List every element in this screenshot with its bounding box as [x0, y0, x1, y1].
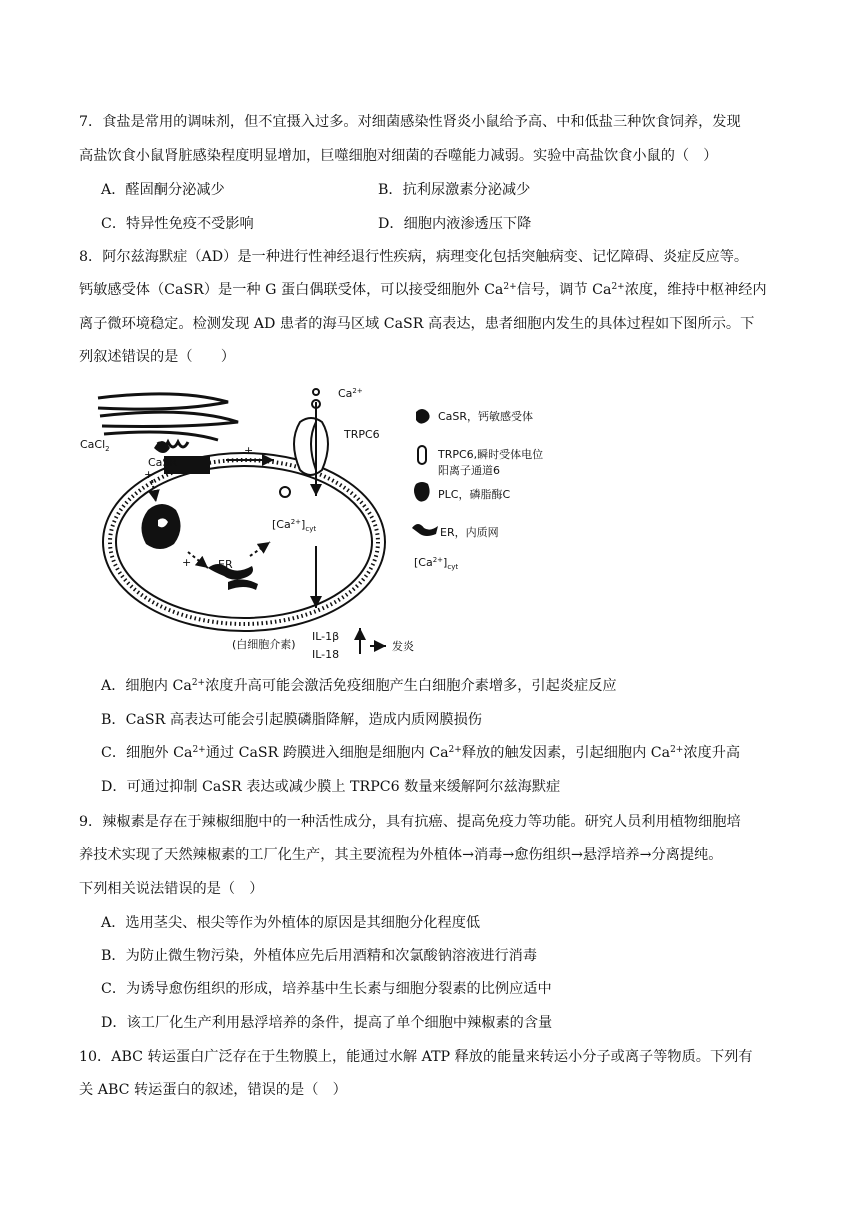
plc-enzyme: [141, 504, 180, 549]
q8-stem-line-2: 钙敏感受体（CaSR）是一种 G 蛋白偶联受体，可以接受细胞外 $Ca^{2+}$信号，调节 $Ca^{2+}$浓度，维持中枢神经内: [79, 282, 767, 298]
cell-pathway-diagram: [78, 382, 578, 664]
q10-stem-line-1: 10．ABC 转运蛋白广泛存在于生物膜上，能通过水解 ATP 释放的能量来转运小分子或离子等物质。下列有: [79, 1049, 753, 1065]
q8-option-d: D．可通过抑制 CaSR 表达或减少膜上 TRPC6 数量来缓解阿尔兹海默症: [101, 779, 561, 795]
q7-stem-line-1: 7．食盐是常用的调味剂，但不宜摄入过多。对细菌感染性肾炎小鼠给予高、中和低盐三种饮食饲养，发现: [79, 114, 741, 130]
q8-stem-line-3: 离子微环境稳定。检测发现 AD 患者的海马区域 CaSR 高表达，患者细胞内发生的具体过程如下图所示。下: [79, 316, 755, 332]
legend-ca-cyt-label: $[Ca^{2+}]_{cyt}$: [414, 556, 459, 571]
plus-sign-1: +: [244, 444, 254, 457]
q10-stem-line-2: 关 ABC 转运蛋白的叙述，错误的是（ ）: [79, 1082, 347, 1098]
legend-trpc6-label-2: 阳离子通道6: [438, 464, 500, 477]
small-vesicle: [280, 487, 290, 497]
q8-stem-line-1: 8．阿尔兹海默症（AD）是一种进行性神经退行性疾病，病理变化包括突触病变、记忆障碍、炎症反应等。: [79, 249, 749, 265]
label-ca-cyt: $[Ca^{2+}]_{cyt}$: [272, 518, 317, 533]
q9-stem-line-1: 9．辣椒素是存在于辣椒细胞中的一种活性成分，具有抗癌、提高免疫力等功能。研究人员利用植物细胞培: [79, 814, 741, 830]
legend: [412, 409, 543, 571]
q7-stem-line-2: 高盐饮食小鼠肾脏感染程度明显增加，巨噬细胞对细菌的吞噬能力减弱。实验中高盐饮食小鼠的（ ）: [79, 148, 718, 164]
legend-er-label: ER，内质网: [440, 526, 499, 539]
label-interleukin: (白细胞介素): [232, 638, 296, 651]
q9-option-a: A．选用茎尖、根尖等作为外植体的原因是其细胞分化程度低: [101, 915, 481, 931]
legend-casr-label: CaSR，钙敏感受体: [438, 410, 534, 423]
legend-casr-icon: [416, 409, 430, 424]
trpc6-channel: [294, 389, 328, 475]
q8-option-a: A．细胞内 $Ca^{2+}$浓度升高可能会激活免疫细胞产生白细胞介素增多，引起炎症反应: [101, 678, 617, 694]
q7-option-a: A．醛固酮分泌减少: [101, 182, 225, 198]
q7-option-b: B．抗利尿激素分泌减少: [378, 182, 531, 198]
label-ca-ion: $Ca^{2+}$: [338, 387, 363, 400]
label-casr: CaSR: [148, 456, 178, 469]
q8-option-c: C．细胞外 $Ca^{2+}$通过 CaSR 跨膜进入细胞是细胞内 $Ca^{2+}$释放的触发因素，引起细胞内 $Ca^{2+}$浓度升高: [101, 745, 741, 761]
label-il18: IL-18: [312, 648, 340, 661]
q9-option-c: C．为诱导愈伤组织的形成，培养基中生长素与细胞分裂素的比例应适中: [101, 981, 552, 997]
label-er: ER: [218, 558, 233, 571]
er-organelle: [208, 564, 258, 590]
legend-plc-icon: [414, 482, 430, 502]
legend-trpc6-label-1: TRPC6,瞬时受体电位: [438, 448, 544, 461]
q9-stem-line-2: 养技术实现了天然辣椒素的工厂化生产，其主要流程为外植体→消毒→愈伤组织→悬浮培养→分离提纯。: [79, 847, 723, 863]
q9-option-d: D．该工厂化生产利用悬浮培养的条件，提高了单个细胞中辣椒素的含量: [101, 1015, 553, 1031]
label-inflammation: 发炎: [392, 640, 414, 653]
label-cacl2: CaCl$_2$: [80, 438, 110, 453]
label-il1b: IL-1β: [312, 630, 340, 643]
legend-er-icon: [412, 524, 438, 536]
q9-option-b: B．为防止微生物污染，外植体应先后用酒精和次氯酸钠溶液进行消毒: [101, 948, 538, 964]
legend-plc-label: PLC，磷脂酶C: [438, 488, 511, 501]
q8-stem-line-4: 列叙述错误的是（ ）: [79, 349, 236, 365]
label-trpc6: TRPC6: [344, 428, 380, 441]
q7-option-c: C．特异性免疫不受影响: [101, 216, 254, 232]
membrane-folds: [98, 394, 238, 447]
q9-stem-line-3: 下列相关说法错误的是（ ）: [79, 881, 264, 897]
plus-sign-3: +: [182, 556, 192, 569]
q8-option-b: B．CaSR 高表达可能会引起膜磷脂降解，造成内质网膜损伤: [101, 712, 482, 728]
legend-trpc6-icon: [418, 446, 426, 464]
q7-option-d: D．细胞内液渗透压下降: [378, 216, 532, 232]
plus-sign-2: +: [144, 468, 154, 481]
